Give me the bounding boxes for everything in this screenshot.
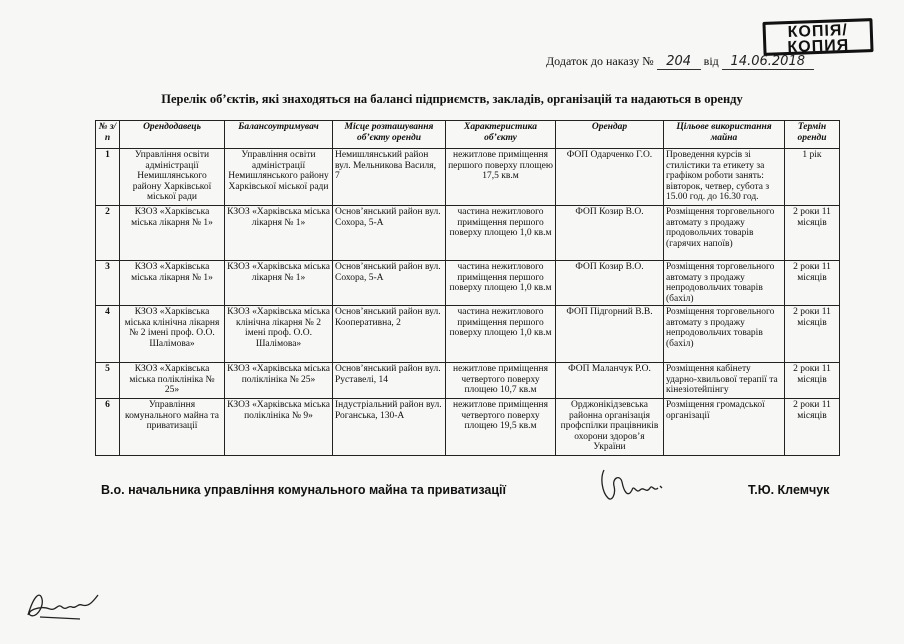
location-cell: Немишлянський район вул. Мельникова Василя, 7: [333, 149, 446, 206]
tenant-cell: Орджонікідзевська районна організація профспілки працівників охорони здоров’я України: [556, 399, 664, 456]
purpose-cell: Розміщення торговельного автомату з продажу непродовольчих товарів (бахіл): [664, 306, 785, 363]
balance-holder-cell: КЗОЗ «Харківська міська поліклініка № 25»: [225, 363, 333, 399]
lessor-cell: Управління комунального майна та приватизації: [120, 399, 225, 456]
term-cell: 2 роки 11 місяців: [785, 306, 840, 363]
term-cell: 2 роки 11 місяців: [785, 363, 840, 399]
row-number: 1: [96, 149, 120, 206]
balance-holder-cell: КЗОЗ «Харківська міська клінічна лікарня № 2 імені проф. О.О. Шалімова»: [225, 306, 333, 363]
term-cell: 2 роки 11 місяців: [785, 261, 840, 306]
balance-holder-cell: КЗОЗ «Харківська міська лікарня № 1»: [225, 206, 333, 261]
annex-prefix: Додаток до наказу №: [546, 54, 654, 68]
document-title: Перелік об’єктів, які знаходяться на балансі підприємств, закладів, організацій та надаються в оренду: [161, 92, 743, 106]
handwritten-signature: [598, 464, 688, 504]
purpose-cell: Розміщення кабінету ударно-хвильової терапії та кінезіотейпінгу: [664, 363, 785, 399]
signer-name: Т.Ю. Клемчук: [748, 483, 830, 497]
location-cell: Основ’янський район вул. Сохора, 5-А: [333, 206, 446, 261]
lessor-cell: КЗОЗ «Харківська міська лікарня № 1»: [120, 261, 225, 306]
table-row: [96, 206, 840, 261]
purpose-cell: Розміщення громадської організації: [664, 399, 785, 456]
header-cell: Характеристика об’єкту: [446, 121, 556, 149]
location-cell: Основ’янський район вул. Кооперативна, 2: [333, 306, 446, 363]
header-cell: Орендодавець: [120, 121, 225, 149]
table-row: [96, 149, 840, 206]
characteristics-cell: нежитлове приміщення першого поверху площею 17,5 кв.м: [446, 149, 556, 206]
copy-stamp: [762, 18, 873, 56]
row-number: 5: [96, 363, 120, 399]
signatory-position: В.о. начальника управління комунального майна та приватизації: [101, 483, 507, 497]
balance-holder-cell: Управління освіти адміністрації Немишлянського району Харківської міської ради: [225, 149, 333, 206]
balance-holder-cell: КЗОЗ «Харківська міська лікарня № 1»: [225, 261, 333, 306]
characteristics-cell: частина нежитлового приміщення першого поверху площею 1,0 кв.м: [446, 306, 556, 363]
lessor-cell: КЗОЗ «Харківська міська клінічна лікарня № 2 імені проф. О.О. Шалімова»: [120, 306, 225, 363]
stamp-line-2: КОПИЯ: [787, 36, 850, 57]
order-date: 14.06.2018: [722, 54, 814, 70]
purpose-cell: Проведення курсів зі стилістики та етикету за графіком роботи занять: вівторок, четвер, субота з 15.00 год. до 16.30 год.: [664, 149, 785, 206]
table-row: [96, 363, 840, 399]
row-number: 4: [96, 306, 120, 363]
characteristics-cell: нежитлове приміщення четвертого поверху площею 19,5 кв.м: [446, 399, 556, 456]
table-row: [96, 306, 840, 363]
header-cell: Орендар: [556, 121, 664, 149]
term-cell: 2 роки 11 місяців: [785, 206, 840, 261]
characteristics-cell: частина нежитлового приміщення першого поверху площею 1,0 кв.м: [446, 206, 556, 261]
lease-objects-table: [95, 120, 840, 456]
table-row: [96, 261, 840, 306]
term-cell: 1 рік: [785, 149, 840, 206]
table-row: [96, 399, 840, 456]
header-cell: Цільове використання майна: [664, 121, 785, 149]
lessor-cell: КЗОЗ «Харківська міська поліклініка № 25»: [120, 363, 225, 399]
location-cell: Індустріальний район вул. Роганська, 130-А: [333, 399, 446, 456]
characteristics-cell: частина нежитлового приміщення першого поверху площею 1,0 кв.м: [446, 261, 556, 306]
term-cell: 2 роки 11 місяців: [785, 399, 840, 456]
stamp-line-1: КОПІЯ/: [787, 21, 849, 42]
tenant-cell: ФОП Козир В.О.: [556, 206, 664, 261]
purpose-cell: Розміщення торговельного автомату з продажу продовольчих товарів (гарячих напоїв): [664, 206, 785, 261]
header-cell: Балансоутримувач: [225, 121, 333, 149]
order-number: 204: [657, 54, 701, 70]
table-header-row: [96, 121, 840, 149]
lessor-cell: Управління освіти адміністрації Немишлянського району Харківської міської ради: [120, 149, 225, 206]
row-number: 6: [96, 399, 120, 456]
tenant-cell: ФОП Козир В.О.: [556, 261, 664, 306]
tenant-cell: ФОП Підгорний В.В.: [556, 306, 664, 363]
row-number: 3: [96, 261, 120, 306]
tenant-cell: ФОП Одарченко Г.О.: [556, 149, 664, 206]
handwritten-initials: [20, 585, 110, 625]
header-cell: Термін оренди: [785, 121, 840, 149]
location-cell: Основ’янський район вул. Сохора, 5-А: [333, 261, 446, 306]
header-cell: № з/п: [96, 121, 120, 149]
characteristics-cell: нежитлове приміщення четвертого поверху площею 10,7 кв.м: [446, 363, 556, 399]
location-cell: Основ’янський район вул. Руставелі, 14: [333, 363, 446, 399]
lessor-cell: КЗОЗ «Харківська міська лікарня № 1»: [120, 206, 225, 261]
annex-mid: від: [703, 54, 719, 68]
annex-reference: [546, 54, 814, 70]
balance-holder-cell: КЗОЗ «Харківська міська поліклініка № 9»: [225, 399, 333, 456]
header-cell: Місце розташування об’єкту оренди: [333, 121, 446, 149]
row-number: 2: [96, 206, 120, 261]
purpose-cell: Розміщення торговельного автомату з продажу непродовольчих товарів (бахіл): [664, 261, 785, 306]
tenant-cell: ФОП Маланчук Р.О.: [556, 363, 664, 399]
